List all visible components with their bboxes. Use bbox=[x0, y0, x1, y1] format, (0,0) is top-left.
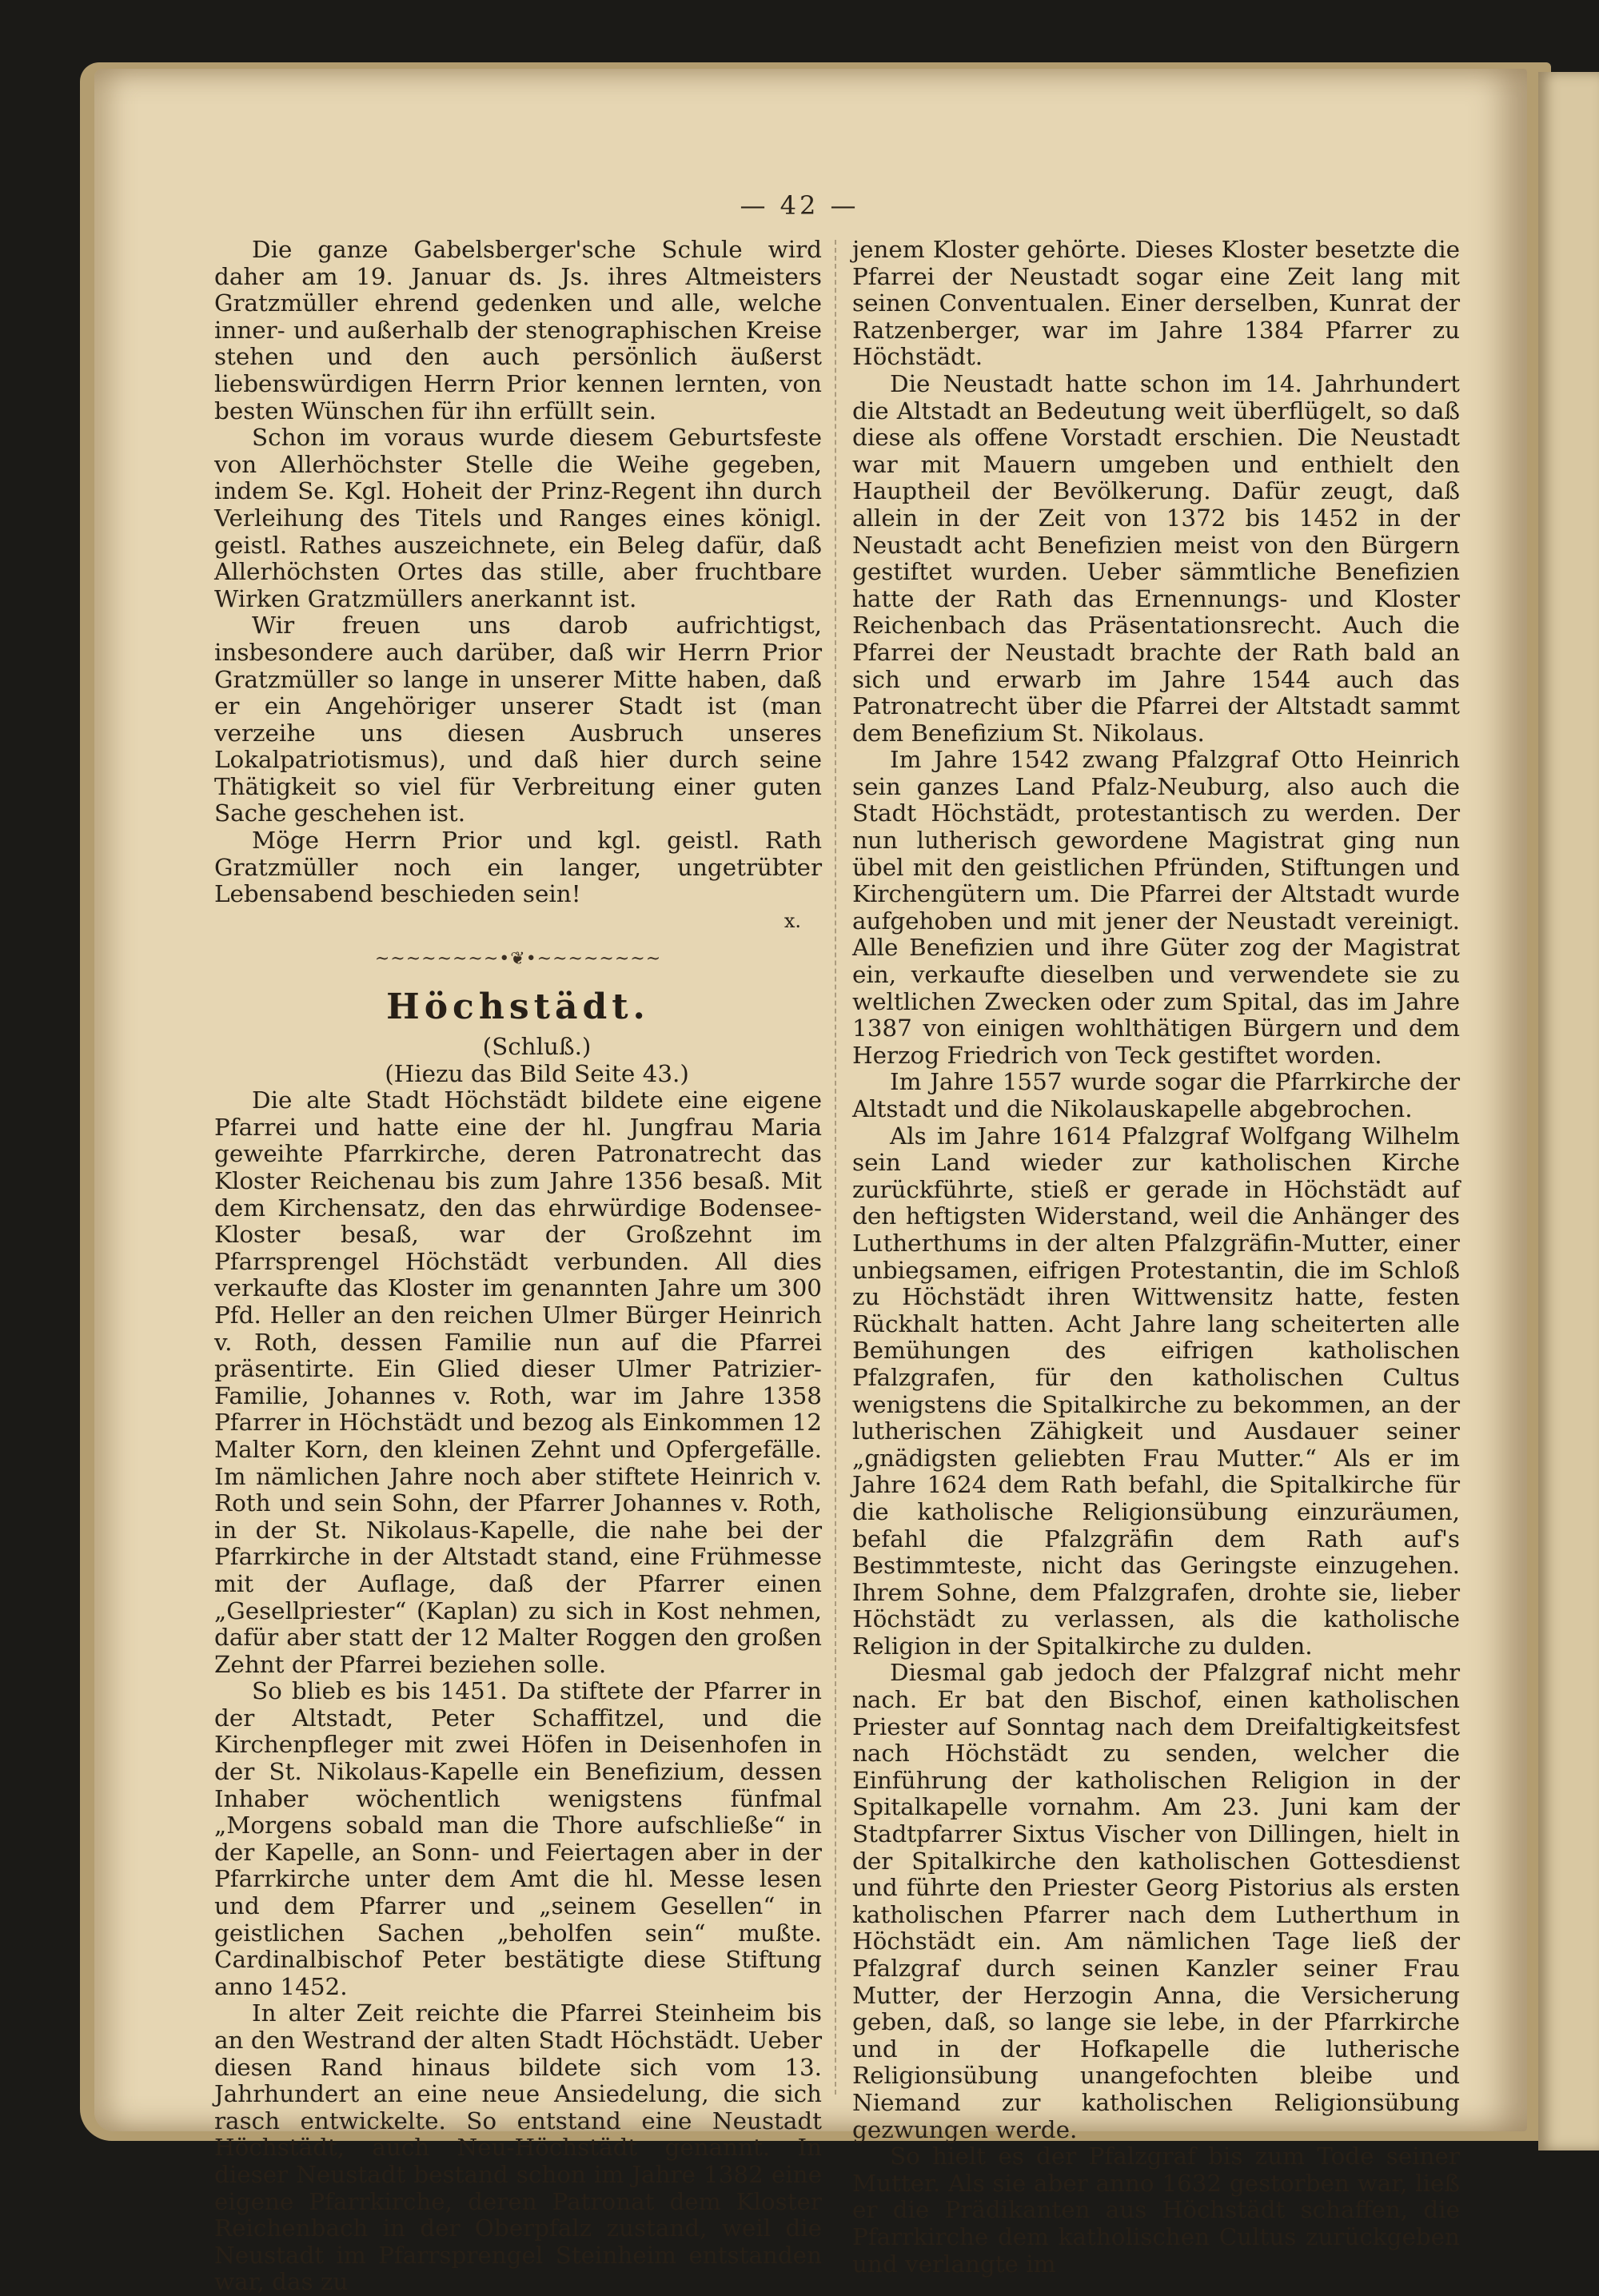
paragraph: Im Jahre 1557 wurde sogar die Pfarrkirche der Altstadt und die Nikolauskapelle abgebrochen. bbox=[852, 1068, 1460, 1122]
paragraph: Die Neustadt hatte schon im 14. Jahrhundert die Altstadt an Bedeutung weit überflügelt, so daß diese als offene Vorstadt erschien. Die Neustadt war mit Mauern umgeben und enthielt den Hauptheil der Bevölkerung. Dafür zeugt, daß allein in der Zeit von 1372 bis 1452 in der Neustadt acht Benefizien meist von den Bürgern gestiftet wurden. Ueber sämmtliche Benefizien hatte der Rath das Ernennungs- und Kloster Reichenbach das Präsentationsrecht. Auch die Pfarrei der Neustadt brachte der Rath bald an sich und erwarb im Jahre 1544 auch das Patronatrecht über die Pfarrei der Altstadt sammt dem Benefizium St. Nikolaus. bbox=[852, 369, 1460, 747]
author-signature: x. bbox=[784, 909, 801, 932]
paragraph: Im Jahre 1542 zwang Pfalzgraf Otto Heinrich sein ganzes Land Pfalz-Neuburg, also auch die Stadt Höchstädt, protestantisch zu werden. Der nun lutherisch gewordene Magistrat ging nun übel mit den geistlichen Pfründen, Stiftungen und Kirchengütern um. Die Pfarrei der Altstadt wurde aufgehoben und mit jener der Neustadt vereinigt. Alle Benefizien und ihre Güter zog der Magistrat ein, verkaufte dieselben und verwendete sie zu weltlichen Zwecken oder zum Spital, das im Jahre 1387 von einigen wohlthätigen Bürgern und dem Herzog Friedrich von Teck gestiftet worden. bbox=[852, 746, 1460, 1069]
page-number: — 42 — bbox=[740, 190, 859, 221]
paragraph: So hielt es der Pfalzgraf bis zum Tode seiner Mutter. Als sie aber anno 1632 gestorben war, ließ er die Prädikanten aus Höchstädt schaffen, die Pfarrkirche dem katholischen Cultus zurückgeben und verlangte im bbox=[852, 2143, 1460, 2278]
paragraph: Diesmal gab jedoch der Pfalzgraf nicht mehr nach. Er bat den Bischof, einen katholischen Priester auf Sonntag nach dem Dreifaltigkeitsfest nach Höchstädt zu senden, welcher die Einführung der katholischen Religion in der Spitalkapelle vornahm. Am 23. Juni kam der Stadtpfarrer Sixtus Vischer von Dillingen, hielt in der Spitalkirche den katholischen Gottesdienst und führte den Priester Georg Pistorius als ersten katholischen Pfarrer nach dem Lutherthum in Höchstädt ein. Am nämlichen Tage ließ der Pfalzgraf durch seinen Kanzler seiner Frau Mutter, der Herzogin Anna, die Versicherung geben, daß, so lange sie lebe, in der Pfarrkirche und in der Hofkapelle die lutherische Religionsübung unangefochten bleibe und Niemand zur katholischen Religionsübung gezwungen werde. bbox=[852, 1659, 1460, 2143]
adjacent-page-edge bbox=[1538, 72, 1599, 2151]
ornament-divider: ~~~~~~~~•❦•~~~~~~~~ bbox=[374, 949, 662, 970]
article-title: Höchstädt. bbox=[386, 987, 650, 1028]
paragraph: Als im Jahre 1614 Pfalzgraf Wolfgang Wilhelm sein Land wieder zur katholischen Kirche zurückführte, stieß er gerade in Höchstädt auf den heftigsten Widerstand, weil die Anhänger des Lutherthums in der alten Pfalzgräfin-Mutter, einer unbiegsamen, eifrigen Protestantin, die im Schloß zu Höchstädt ihren Wittwensitz hatte, festen Rückhalt hatten. Acht Jahre lang scheiterten alle Bemühungen des eifrigen katholischen Pfalzgrafen, für den katholischen Cultus wenigstens die Spitalkirche zu bekommen, an der lutherischen Zähigkeit und Ausdauer seiner „gnädigsten geliebten Frau Mutter.“ Als er im Jahre 1624 dem Rath befahl, die Spitalkirche für die katholische Religionsübung einzuräumen, befahl die Pfalzgräfin dem Rath auf's Bestimmteste, nicht das Geringste einzugehen. Ihrem Sohne, dem Pfalzgrafen, drohte sie, lieber Höchstädt zu verlassen, als die katholische Religion in der Spitalkirche zu dulden. bbox=[852, 1122, 1460, 1660]
left-column bbox=[214, 236, 822, 2296]
article-caption: (Hiezu das Bild Seite 43.) bbox=[385, 1059, 689, 1087]
paragraph: Wir freuen uns darob aufrichtigst, insbesondere auch darüber, daß wir Herrn Prior Gratzmüller so lange in unserer Mitte haben, daß er ein Angehöriger unserer Stadt ist (man verzeihe uns diesen Ausbruch unseres Lokalpatriotismus), und daß hier durch seine Thätigkeit so viel für Verbreitung einer guten Sache geschehen ist. bbox=[214, 612, 822, 827]
column-divider bbox=[835, 240, 837, 2095]
paragraph: Möge Herrn Prior und kgl. geistl. Rath Gratzmüller noch ein langer, ungetrübter Lebensabend beschieden sein! bbox=[214, 827, 822, 908]
paragraph: jenem Kloster gehörte. Dieses Kloster besetzte die Pfarrei der Neustadt sogar eine Zeit lang mit seinen Conventualen. Einer derselben, Kunrat der Ratzenberger, war im Jahre 1384 Pfarrer zu Höchstädt. bbox=[852, 236, 1460, 371]
paragraph: So blieb es bis 1451. Da stiftete der Pfarrer in der Altstadt, Peter Schaffitzel, und die Kirchenpfleger mit zwei Höfen in Deisenhofen in der St. Nikolaus-Kapelle ein Benefizium, dessen Inhaber wöchentlich wenigstens fünfmal „Morgens sobald man die Thore aufschließe“ in der Kapelle, an Sonn- und Feiertagen aber in der Pfarrkirche unter dem Amt die hl. Messe lesen und dem Pfarrer und „seinem Gesellen“ in geistlichen Sachen „beholfen sein“ mußte. Cardinalbischof Peter bestätigte diese Stiftung anno 1452. bbox=[214, 1677, 822, 2000]
right-column bbox=[852, 236, 1460, 2278]
paragraph: Die ganze Gabelsberger'sche Schule wird daher am 19. Januar ds. Js. ihres Altmeisters Gratzmüller ehrend gedenken und alle, welche inner- und außerhalb der stenographischen Kreise stehen und den auch persönlich äußerst liebenswürdigen Herrn Prior kennen lernten, von besten Wünschen für ihn erfüllt sein. bbox=[214, 236, 822, 425]
paragraph: Schon im voraus wurde diesem Geburtsfeste von Allerhöchster Stelle die Weihe gegeben, indem Se. Kgl. Hoheit der Prinz-Regent ihn durch Verleihung des Titels und Ranges eines königl. geistl. Rathes auszeichnete, ein Beleg dafür, daß Allerhöchsten Ortes das stille, aber fruchtbare Wirken Gratzmüllers anerkannt ist. bbox=[214, 424, 822, 612]
article-subtitle: (Schluß.) bbox=[482, 1033, 592, 1061]
paragraph: In alter Zeit reichte die Pfarrei Steinheim bis an den Westrand der alten Stadt Höchstädt. Ueber diesen Rand hinaus bildete sich vom 13. Jahrhundert an eine neue Ansiedelung, die sich rasch entwickelte. So entstand eine Neustadt Höchstädt, auch Neu-Höchstädt genannt. In dieser Neustadt bestand schon im Jahre 1382 eine eigene Pfarrkirche, deren Patronat dem Kloster Reichenbach in der Oberpfalz zustand, weil die Neustadt im Pfarrsprengel Steinheim entstanden war, das zu bbox=[214, 1999, 822, 2296]
paragraph: Die alte Stadt Höchstädt bildete eine eigene Pfarrei und hatte eine der hl. Jungfrau Maria geweihte Pfarrkirche, deren Patronatrecht das Kloster Reichenau bis zum Jahre 1356 besaß. Mit dem Kirchensatz, den das ehrwürdige Bodensee-Kloster besaß, war der Großzehnt im Pfarrsprengel Höchstädt verbunden. All dies verkaufte das Kloster im genannten Jahre um 300 Pfd. Heller an den reichen Ulmer Bürger Heinrich v. Roth, dessen Familie nun auf die Pfarrei präsentirte. Ein Glied dieser Ulmer Patrizier-Familie, Johannes v. Roth, war im Jahre 1358 Pfarrer in Höchstädt und bezog als Einkommen 12 Malter Korn, den kleinen Zehnt und Opfergefälle. Im nämlichen Jahre noch aber stiftete Heinrich v. Roth und sein Sohn, der Pfarrer Johannes v. Roth, in der St. Nikolaus-Kapelle, die nahe bei der Pfarrkirche in der Altstadt stand, eine Frühmesse mit der Auflage, daß der Pfarrer einen „Gesellpriester“ (Kaplan) zu sich in Kost nehmen, dafür aber statt der 12 Malter Roggen den großen Zehnt der Pfarrei beziehen solle. bbox=[214, 1086, 822, 1678]
